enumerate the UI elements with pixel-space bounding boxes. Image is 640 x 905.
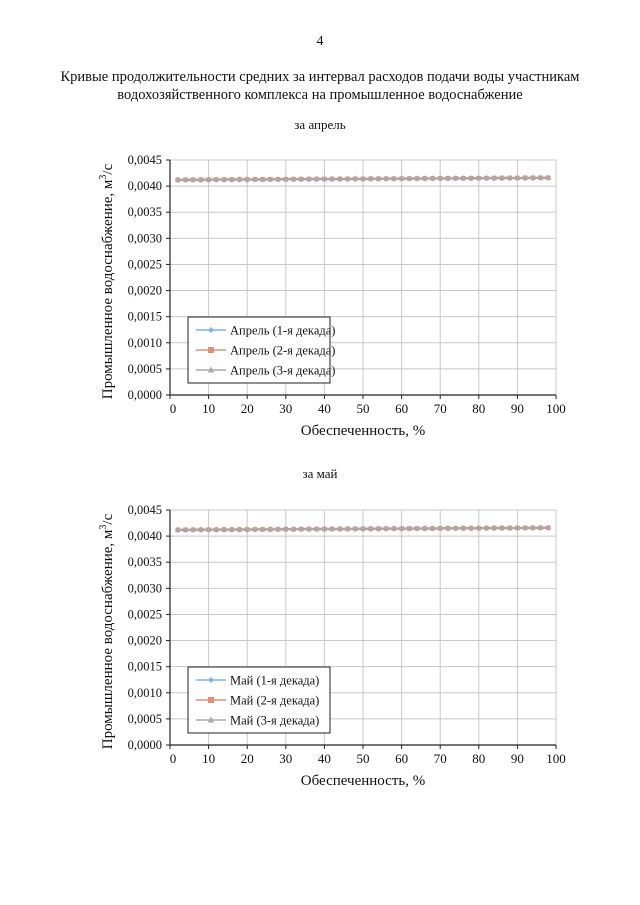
x-tick-label: 100 xyxy=(546,401,566,416)
y-tick-label: 0,0030 xyxy=(127,581,162,596)
legend-label-decade-3: Май (3-я декада) xyxy=(230,713,320,728)
y-tick-label: 0,0020 xyxy=(127,283,162,298)
y-tick-label: 0,0035 xyxy=(127,555,162,570)
y-axis-label-main: Промышленное водоснабжение, м xyxy=(100,179,116,400)
x-tick-label: 30 xyxy=(279,751,293,766)
chart-may-subtitle: за май xyxy=(302,466,338,481)
y-tick-label: 0,0005 xyxy=(127,361,162,376)
x-tick-label: 0 xyxy=(169,401,177,416)
x-tick-label: 100 xyxy=(546,751,566,766)
x-tick-label: 50 xyxy=(356,751,370,766)
x-tick-label: 90 xyxy=(510,751,524,766)
x-tick-label: 60 xyxy=(395,401,409,416)
y-tick-label: 0,0040 xyxy=(127,529,162,544)
y-tick-label: 0,0010 xyxy=(127,335,162,350)
x-tick-label: 20 xyxy=(240,401,254,416)
y-tick-label: 0,0040 xyxy=(127,179,162,194)
x-tick-label: 90 xyxy=(510,401,524,416)
x-tick-label: 80 xyxy=(472,751,486,766)
x-tick-label: 80 xyxy=(472,401,486,416)
y-tick-label: 0,0010 xyxy=(127,685,162,700)
legend-label-decade-1: Апрель (1-я декада) xyxy=(230,323,336,338)
y-tick-label: 0,0020 xyxy=(127,633,162,648)
x-tick-label: 20 xyxy=(240,751,254,766)
x-axis-label: Обеспеченность, % xyxy=(300,423,426,439)
chart-may xyxy=(0,495,640,795)
document-title xyxy=(40,68,600,104)
y-tick-label: 0,0045 xyxy=(127,153,162,167)
x-tick-label: 10 xyxy=(202,401,216,416)
y-axis-label xyxy=(98,513,116,749)
page-number: 4 xyxy=(316,34,324,49)
y-axis-label-superscript: 3 xyxy=(98,524,109,530)
x-tick-label: 40 xyxy=(317,401,331,416)
y-tick-label: 0,0000 xyxy=(127,738,162,752)
legend-label-decade-3: Апрель (3-я декада) xyxy=(230,363,336,378)
y-axis-label-main: Промышленное водоснабжение, м xyxy=(100,529,116,750)
y-axis-label-superscript: 3 xyxy=(98,174,109,180)
y-tick-label: 0,0035 xyxy=(127,205,162,220)
y-axis-label xyxy=(98,163,116,399)
y-tick-label: 0,0025 xyxy=(127,607,162,622)
x-tick-label: 60 xyxy=(395,751,409,766)
legend-label-decade-2: Апрель (2-я декада) xyxy=(230,343,336,358)
y-axis-label-unit: /с xyxy=(100,513,116,525)
x-tick-label: 0 xyxy=(169,751,177,766)
document-title-line-2: водохозяйственного комплекса на промышленное водоснабжение xyxy=(117,87,523,103)
y-axis-label-unit: /с xyxy=(100,163,116,175)
x-tick-label: 70 xyxy=(433,401,447,416)
y-tick-label: 0,0015 xyxy=(127,659,162,674)
x-tick-label: 70 xyxy=(433,751,447,766)
chart-april-subtitle: за апрель xyxy=(294,117,346,132)
y-tick-label: 0,0005 xyxy=(127,711,162,726)
y-tick-label: 0,0000 xyxy=(127,388,162,402)
y-tick-label: 0,0045 xyxy=(127,503,162,517)
x-tick-label: 50 xyxy=(356,401,370,416)
x-tick-label: 30 xyxy=(279,401,293,416)
legend-label-decade-1: Май (1-я декада) xyxy=(230,673,320,688)
x-tick-label: 10 xyxy=(202,751,216,766)
legend-label-decade-2: Май (2-я декада) xyxy=(230,693,320,708)
chart-april xyxy=(0,145,640,445)
legend-marker-decade-2 xyxy=(208,347,214,353)
y-tick-label: 0,0030 xyxy=(127,231,162,246)
x-tick-label: 40 xyxy=(317,751,331,766)
y-tick-label: 0,0015 xyxy=(127,309,162,324)
y-tick-label: 0,0025 xyxy=(127,257,162,272)
legend-marker-decade-2 xyxy=(208,697,214,703)
x-axis-label: Обеспеченность, % xyxy=(300,773,426,789)
document-title-line-1: Кривые продолжительности средних за интервал расходов подачи воды участникам xyxy=(60,69,580,85)
